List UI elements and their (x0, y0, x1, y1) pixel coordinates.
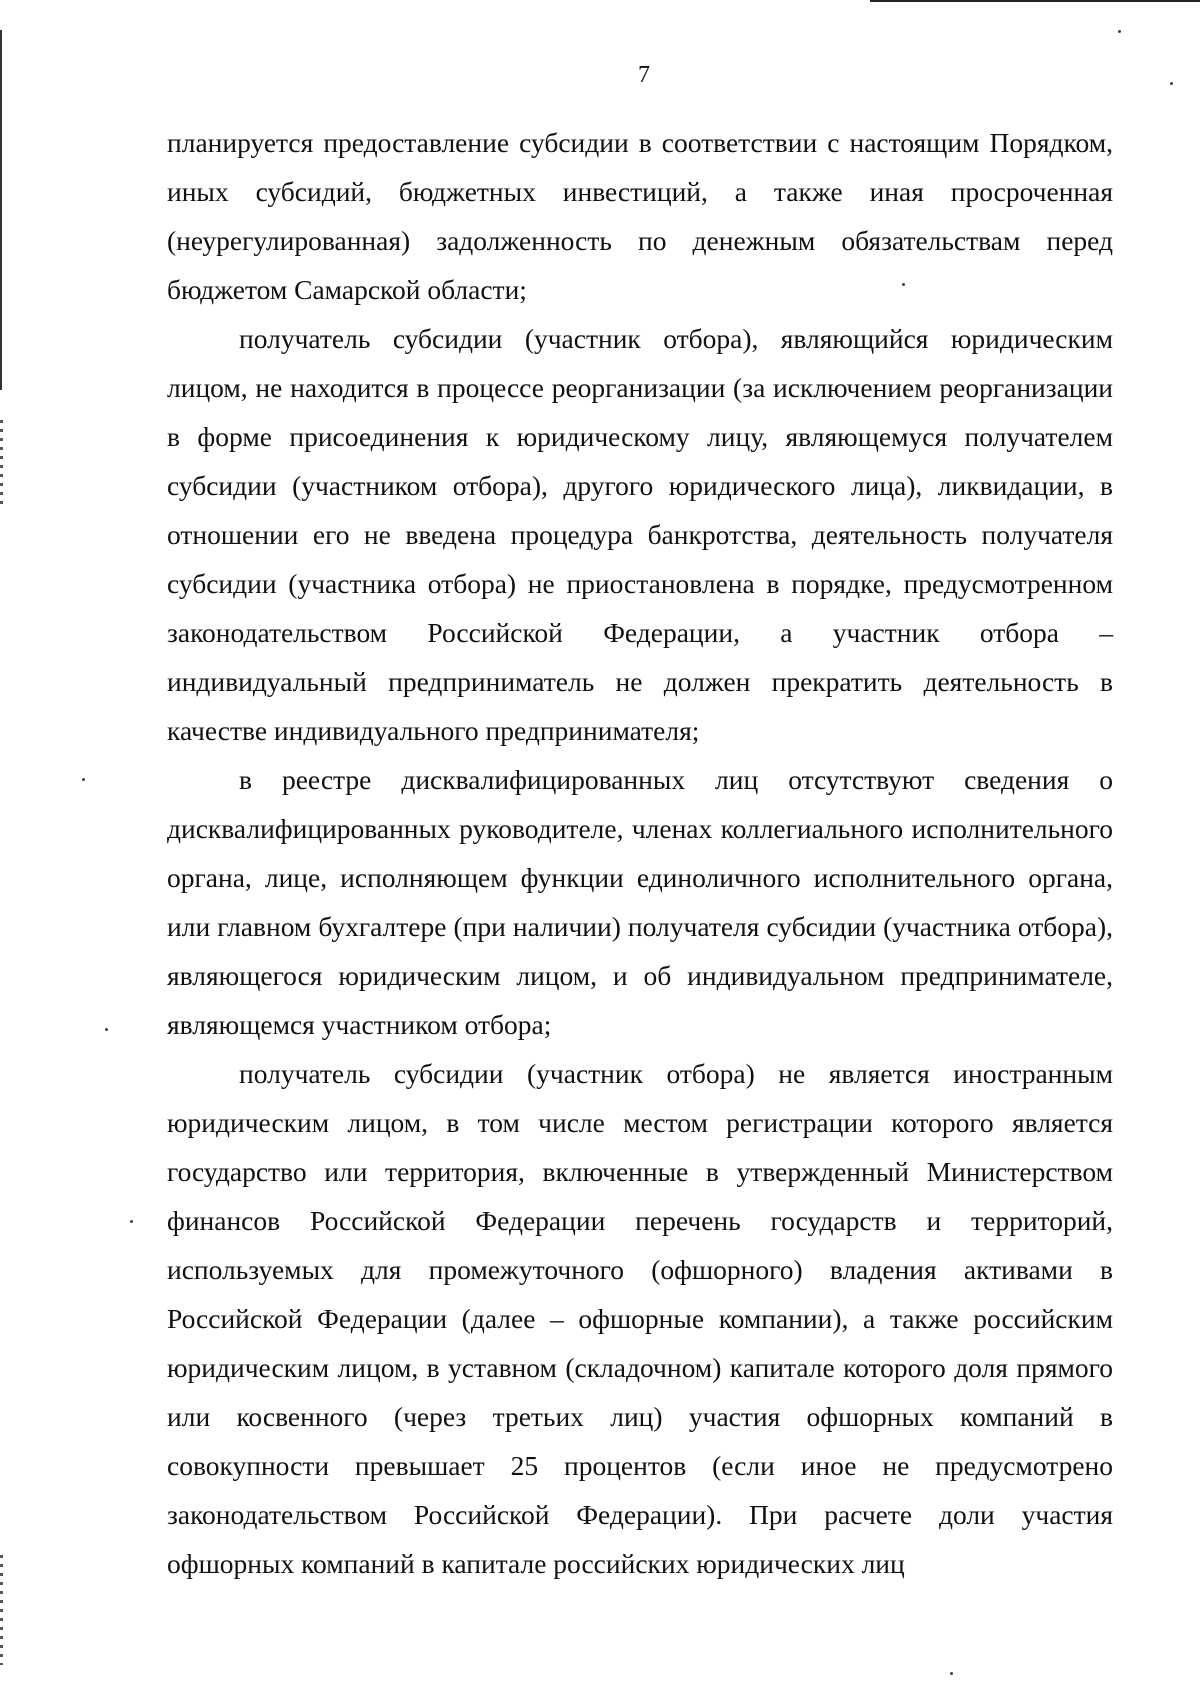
paragraph: получатель субсидии (участник отбора) не является иностранным юридическим лицом, в том числе местом регистрации которого является государство или территория, включенные в утвержденный Министерством финансов Российской Федерации перечень государств и территорий, используемых для промежуточного (офшорного) владения активами в Российской Федерации (далее – офшорные компании), а также российским юридическим лицом, в уставном (складочном) капитале которого доля прямого или косвенного (через третьих лиц) участия офшорных компаний в совокупности превышает 25 процентов (если иное не предусмотрено законодательством Российской Федерации). При расчете доли участия офшорных компаний в капитале российских юридических лиц (167, 1058, 1113, 1579)
scan-speck (950, 1672, 953, 1675)
scan-speck (105, 1028, 108, 1031)
scan-edge-top (870, 0, 1200, 2)
scan-margin-dots (0, 1555, 3, 1665)
page-number: 7 (638, 62, 650, 88)
document-body (167, 118, 1113, 1588)
scan-margin-dots (0, 420, 3, 510)
paragraph: в реестре дисквалифицированных лиц отсутствуют сведения о дисквалифицированных руководителе, членах коллегиального исполнительного органа, лице, исполняющем функции единоличного исполнительного органа, или главном бухгалтере (при наличии) получателя субсидии (участника отбора), являющегося юридическим лицом, и об индивидуальном предпринимателе, являющемся участником отбора; (167, 764, 1113, 1040)
scan-speck (1118, 30, 1121, 33)
paragraph: получатель субсидии (участник отбора), являющийся юридическим лицом, не находится в процессе реорганизации (за исключением реорганизации в форме присоединения к юридическому лицу, являющемуся получателем субсидии (участником отбора), другого юридического лица), ликвидации, в отношении его не введена процедура банкротства, деятельность получателя субсидии (участника отбора) не приостановлена в порядке, предусмотренном законодательством Российской Федерации, а участник отбора – индивидуальный предприниматель не должен прекратить деятельность в качестве индивидуального предпринимателя; (167, 323, 1113, 746)
scan-speck (82, 778, 85, 781)
scan-speck (130, 1220, 133, 1223)
paragraph: планируется предоставление субсидии в соответствии с настоящим Порядком, иных субсидий, бюджетных инвестиций, а также иная просроченная (неурегулированная) задолженность по денежным обязательствам перед бюджетом Самарской области; (167, 127, 1113, 305)
